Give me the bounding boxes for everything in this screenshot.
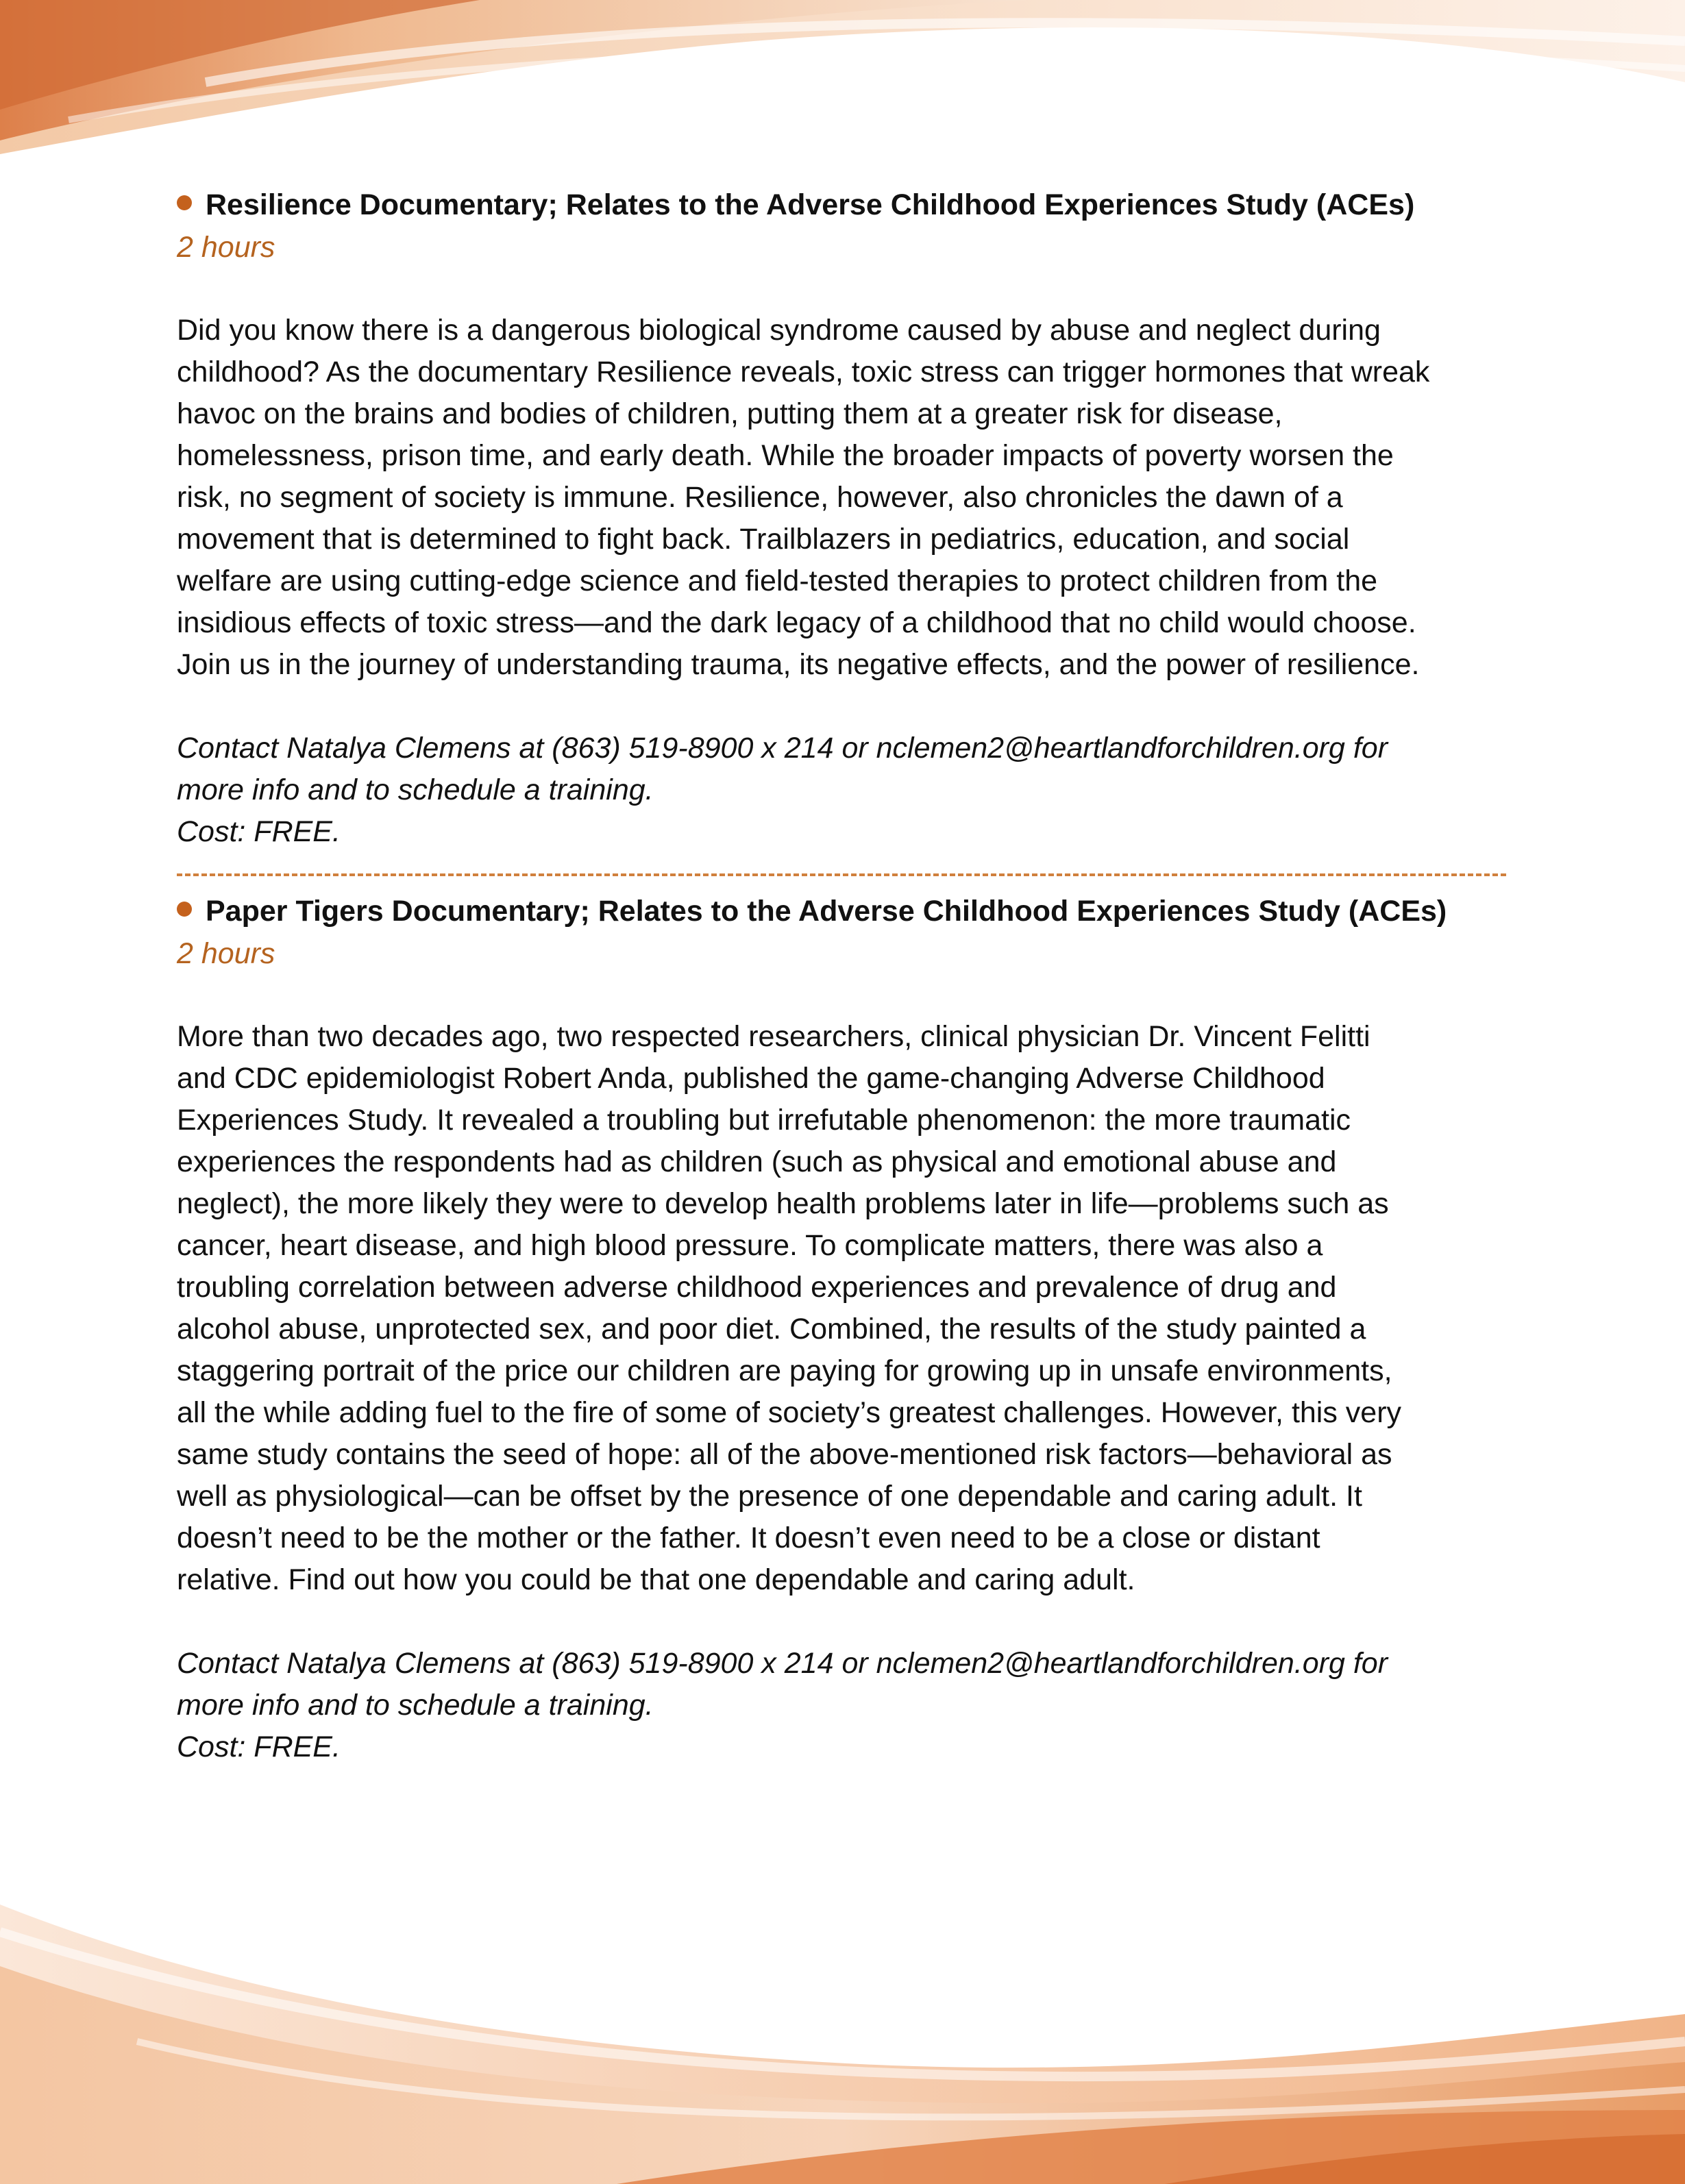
description-line: alcohol abuse, unprotected sex, and poor diet. Combined, the results of the study painted a (177, 1313, 1366, 1345)
description-line: Join us in the journey of understanding trauma, its negative effects, and the power of resilience. (177, 648, 1420, 681)
bullet-dot-icon (177, 902, 192, 917)
bullet-dot-icon (177, 195, 192, 210)
contact-line: Contact Natalya Clemens at (863) 519-8900 x 214 or nclemen2@heartlandforchildren.org for (177, 1647, 1388, 1680)
course-title (177, 184, 1520, 226)
description-line: staggering portrait of the price our children are paying for growing up in unsafe environments, (177, 1354, 1392, 1387)
description-line: experiences the respondents had as children (such as physical and emotional abuse and (177, 1145, 1337, 1178)
course-description (177, 310, 1520, 686)
description-line: cancer, heart disease, and high blood pressure. To complicate matters, there was also a (177, 1229, 1323, 1262)
description-line: homelessness, prison time, and early death. While the broader impacts of poverty worsen the (177, 439, 1394, 472)
course-cost: Cost: FREE. (177, 1730, 341, 1763)
course-contact (177, 728, 1520, 811)
course-duration: 2 hours (177, 231, 275, 264)
description-line: havoc on the brains and bodies of children, putting them at a greater risk for disease, (177, 397, 1283, 430)
course-title-text: Resilience Documentary; Relates to the Adverse Childhood Experiences Study (ACEs) (206, 188, 1415, 221)
description-line: neglect), the more likely they were to develop health problems later in life—problems such as (177, 1187, 1389, 1220)
contact-line: more info and to schedule a training. (177, 1689, 654, 1722)
description-line: all the while adding fuel to the fire of some of society’s greatest challenges. However, this very (177, 1396, 1402, 1429)
description-line: relative. Find out how you could be that one dependable and caring adult. (177, 1563, 1135, 1596)
description-line: insidious effects of toxic stress—and the dark legacy of a childhood that no child would choose. (177, 606, 1416, 639)
course-paper-tigers (177, 890, 1520, 1768)
course-duration: 2 hours (177, 937, 275, 970)
description-line: Did you know there is a dangerous biological syndrome caused by abuse and neglect during (177, 314, 1381, 347)
description-line: risk, no segment of society is immune. Resilience, however, also chronicles the dawn of a (177, 481, 1343, 514)
course-resilience (177, 184, 1520, 853)
description-line: troubling correlation between adverse childhood experiences and prevalence of drug and (177, 1271, 1337, 1304)
header-wave-decoration (0, 0, 1685, 164)
description-line: movement that is determined to fight back. Trailblazers in pediatrics, education, and social (177, 523, 1350, 556)
description-line: Experiences Study. It revealed a troubling but irrefutable phenomenon: the more traumatic (177, 1104, 1351, 1137)
description-line: well as physiological—can be offset by the presence of one dependable and caring adult. It (177, 1480, 1362, 1513)
course-title-text: Paper Tigers Documentary; Relates to the Adverse Childhood Experiences Study (ACEs) (206, 895, 1447, 928)
description-line: childhood? As the documentary Resilience reveals, toxic stress can trigger hormones that wreak (177, 356, 1430, 388)
contact-line: more info and to schedule a training. (177, 773, 654, 806)
description-line: same study contains the seed of hope: all of the above-mentioned risk factors—behavioral as (177, 1438, 1392, 1471)
course-list (177, 184, 1520, 1768)
footer-wave-decoration (0, 1904, 1685, 2184)
contact-line: Contact Natalya Clemens at (863) 519-8900 x 214 or nclemen2@heartlandforchildren.org for (177, 732, 1388, 765)
course-cost: Cost: FREE. (177, 815, 341, 848)
course-description (177, 1016, 1520, 1601)
description-line: doesn’t need to be the mother or the father. It doesn’t even need to be a close or distant (177, 1522, 1320, 1554)
description-line: More than two decades ago, two respected researchers, clinical physician Dr. Vincent Felitti (177, 1020, 1370, 1053)
course-contact (177, 1643, 1520, 1726)
section-divider (177, 873, 1506, 876)
description-line: and CDC epidemiologist Robert Anda, published the game-changing Adverse Childhood (177, 1062, 1325, 1095)
description-line: welfare are using cutting-edge science and field-tested therapies to protect children from the (177, 564, 1378, 597)
course-title (177, 890, 1520, 932)
